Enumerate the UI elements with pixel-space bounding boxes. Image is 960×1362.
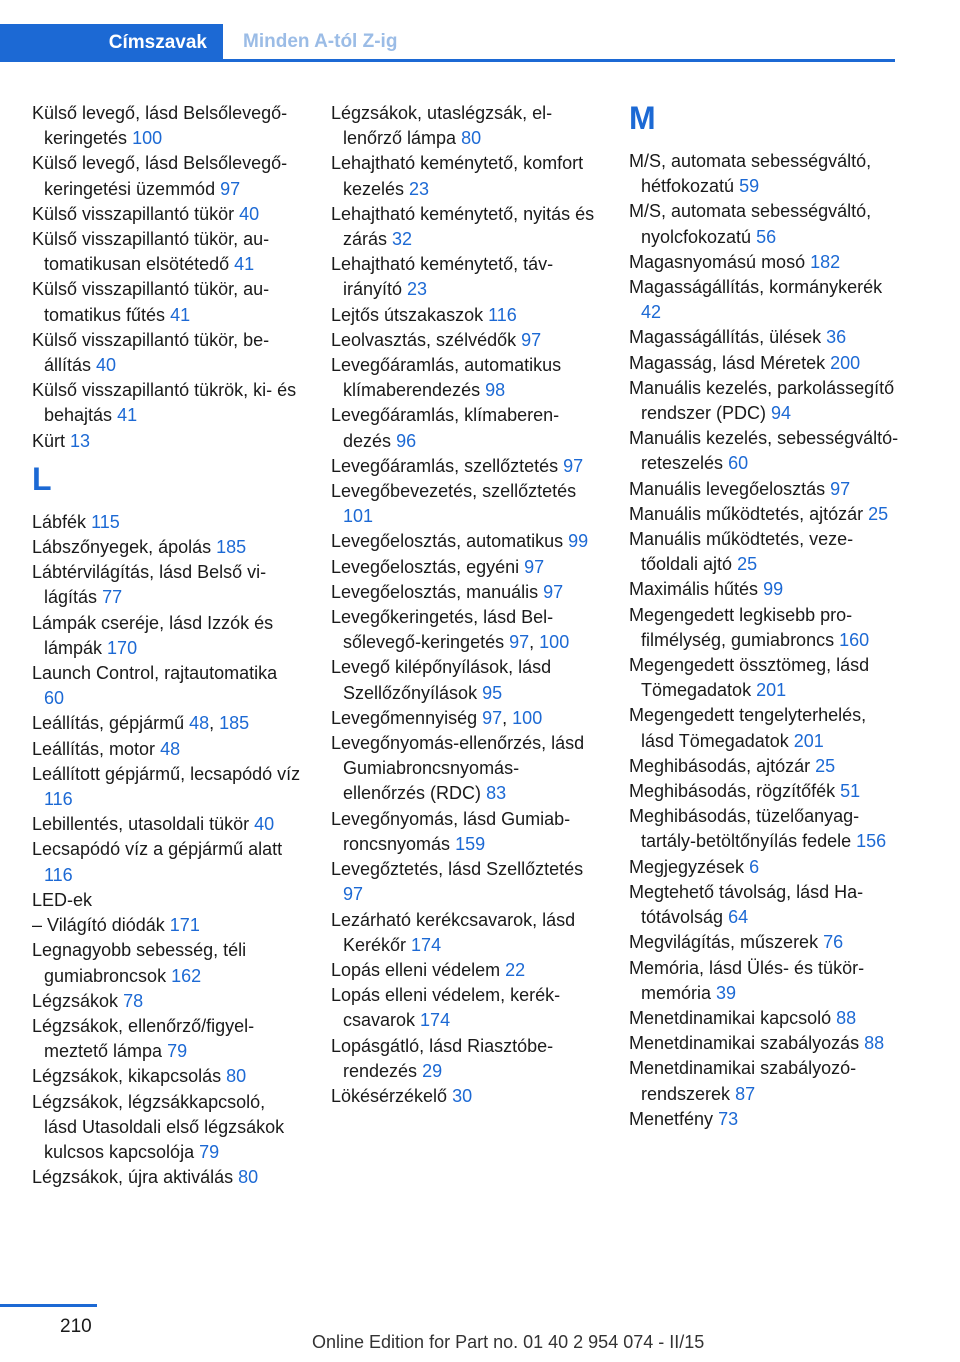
index-entry-text: Meghibásodás, ajtózár (629, 755, 811, 776)
index-entry (629, 149, 899, 199)
index-entry (32, 535, 302, 560)
index-entry (331, 1034, 601, 1084)
index-entry-text: Lopásgátló, lásd Riasztóberendezés (331, 1035, 554, 1081)
index-entry-text: Lebillentés, utasoldali tükör (32, 814, 250, 835)
index-entry-text: M/S, automata sebességváltó, nyolcfokozatú (629, 201, 872, 247)
page-link[interactable]: 97 (509, 632, 530, 653)
header-rule (0, 59, 895, 62)
index-entry (32, 661, 302, 711)
page-link[interactable]: 79 (167, 1041, 188, 1062)
index-entry (629, 325, 899, 350)
page-link[interactable]: 60 (728, 453, 749, 474)
index-entry-text: Külső levegő, lásd Belsőlevegő-keringetési üzemmód (32, 153, 288, 199)
page-link[interactable]: 100 (539, 632, 570, 653)
page-link[interactable]: 116 (488, 304, 517, 325)
index-entry-text: Levegőelosztás, egyéni (331, 556, 520, 577)
index-entry-text: Levegő kilépőnyílások, lásd Szellőzőnyílások (331, 657, 552, 703)
page-link[interactable]: 171 (169, 915, 200, 936)
page-link[interactable]: 182 (810, 251, 841, 272)
index-entry (331, 580, 601, 605)
page-link[interactable]: 40 (254, 814, 275, 835)
index-entry (629, 855, 899, 880)
index-entry (629, 1006, 899, 1031)
index-entry-text: Levegőnyomás-ellenőrzés, lásd Gumiabroncsnyomás-ellenőrzés (RDC) (331, 733, 585, 804)
index-entry (629, 426, 899, 476)
page-link[interactable]: 88 (864, 1033, 885, 1054)
index-entry-text: Lecsapódó víz a gépjármű alatt (32, 839, 283, 860)
index-entry (331, 555, 601, 580)
index-entry (629, 754, 899, 779)
page-link[interactable]: 39 (716, 982, 737, 1003)
page-link[interactable]: 80 (461, 128, 482, 149)
index-entry-text: Levegőáramlás, klímaberendezés (331, 405, 560, 451)
index-entry (331, 202, 601, 252)
index-entry (32, 812, 302, 837)
index-entry-text: Leállított gépjármű, lecsapódó víz (32, 763, 301, 784)
index-entry-text: Levegőmennyiség (331, 707, 478, 728)
index-entry (331, 655, 601, 705)
page-link[interactable]: 156 (856, 831, 887, 852)
index-entry (331, 454, 601, 479)
index-entry-text: Manuális levegőelosztás (629, 478, 826, 499)
index-entry (32, 101, 302, 151)
page-link[interactable]: 116 (44, 864, 73, 885)
index-entry-text: Lökésérzékelő (331, 1085, 448, 1106)
index-entry (629, 250, 899, 275)
index-entry (629, 779, 899, 804)
index-entry-text: Légzsákok, ellenőrző/figyelmeztető lámpa (32, 1015, 255, 1062)
index-entry (32, 429, 302, 454)
index-entry (629, 1031, 899, 1056)
edition-info: Online Edition for Part no. 01 40 2 954 074 - II/15 (312, 1332, 705, 1352)
index-entry-text: Legnagyobb sebesség, téli gumiabroncsok (32, 940, 247, 986)
index-entry (331, 353, 601, 403)
index-entry (331, 101, 601, 151)
index-entry (32, 1064, 302, 1089)
index-entry-text: LED-ek (32, 889, 93, 910)
tab-keywords[interactable]: Címszavak (0, 24, 223, 62)
page-link[interactable]: 94 (771, 403, 792, 424)
page-link[interactable]: 162 (171, 965, 202, 986)
page-link[interactable]: 159 (455, 833, 486, 854)
page-link[interactable]: 42 (641, 302, 662, 323)
index-entry-text: Légzsákok, utaslégzsák, ellenőrző lámpa (331, 103, 553, 149)
index-entry (629, 477, 899, 502)
index-entry (331, 328, 601, 353)
page-link[interactable]: 160 (839, 629, 870, 650)
index-entry-text: Külső visszapillantó tükör, automatikusan elsötétedő (32, 229, 270, 275)
page-link[interactable]: 22 (505, 959, 526, 980)
index-entry (32, 1165, 302, 1190)
index-entry-text: Lehajtható keménytető, nyitás és zárás (331, 203, 595, 250)
index-entry: Levegőmennyiség 97, 100 (331, 707, 543, 728)
index-entry-text: Magasnyomású mosó (629, 251, 806, 272)
index-entry (331, 479, 601, 529)
index-entry (32, 938, 302, 988)
index-entry (629, 703, 899, 753)
index-entry-text: – Világító diódák (32, 915, 165, 936)
page-link[interactable]: 36 (826, 327, 847, 348)
index-entry-text: Külső visszapillantó tükör, automatikus fűtés (32, 279, 270, 325)
index-entry (629, 603, 899, 653)
page-link[interactable]: 97 (830, 478, 851, 499)
index-entry (629, 199, 899, 249)
index-entry (629, 956, 899, 1006)
page-link[interactable]: 115 (91, 511, 120, 532)
page-link[interactable]: 25 (868, 503, 889, 524)
index-entry (331, 731, 601, 807)
index-entry-text: Magasságállítás, kormánykerék (629, 277, 883, 298)
index-entry (629, 577, 899, 602)
index-entry (629, 880, 899, 930)
index-entry-text: Külső visszapillantó tükör (32, 203, 235, 224)
index-column-2 (331, 101, 601, 1109)
index-entry-text: Menetfény (629, 1108, 714, 1129)
index-entry (331, 958, 601, 983)
index-entry-text: Lezárható kerékcsavarok, lásd Kerékőr (331, 909, 576, 955)
page-link[interactable]: 97 (220, 178, 241, 199)
page-link[interactable]: 201 (756, 680, 787, 701)
page-link[interactable]: 23 (409, 178, 430, 199)
page-link[interactable]: 100 (132, 128, 163, 149)
index-entry-text: Lábfék (32, 511, 87, 532)
page-link[interactable]: 40 (96, 355, 117, 376)
page-link[interactable]: 30 (452, 1085, 473, 1106)
page-link[interactable]: 99 (568, 531, 589, 552)
index-entry-text: Levegőztetés, lásd Szellőztetés (331, 859, 584, 880)
index-entry (331, 252, 601, 302)
page-link[interactable]: 101 (343, 506, 374, 527)
index-entry-text: Launch Control, rajtautomatika (32, 663, 278, 684)
index-entry-text: Külső visszapillantó tükör, beállítás (32, 329, 270, 376)
index-entry-text: Levegőbevezetés, szellőztetés (331, 481, 577, 502)
index-entry (32, 328, 302, 378)
page-link[interactable]: 87 (735, 1083, 756, 1104)
page-link[interactable]: 41 (117, 405, 138, 426)
index-entry (32, 1090, 302, 1166)
page-link[interactable]: 79 (199, 1141, 220, 1162)
page-link[interactable]: 40 (239, 203, 260, 224)
page-link[interactable]: 48 (160, 738, 181, 759)
footer-rule (0, 1304, 97, 1307)
page-link[interactable]: 13 (70, 430, 91, 451)
index-entry-text: Lopás elleni védelem, kerékcsavarok (331, 985, 561, 1031)
page-link[interactable]: 97 (543, 581, 564, 602)
index-entry (331, 983, 601, 1033)
index-entry-text: Lopás elleni védelem (331, 959, 501, 980)
index-entry-text: Levegőáramlás, automatikus klímaberendezés (331, 355, 562, 401)
index-entry-text: Megtehető távolság, lásd Hatótávolság (629, 881, 864, 928)
page-link[interactable]: 41 (234, 254, 255, 275)
index-entry-text: Magasság, lásd Méretek (629, 352, 826, 373)
index-entry (629, 502, 899, 527)
page-link[interactable]: 185 (216, 537, 247, 558)
index-entry-text: M/S, automata sebességváltó, hétfokozatú (629, 151, 872, 197)
index-entry (629, 527, 899, 577)
index-entry-text: Levegőelosztás, manuális (331, 581, 539, 602)
page-link[interactable]: 80 (226, 1066, 247, 1087)
index-entry (32, 560, 302, 610)
index-entry (331, 807, 601, 857)
page-link[interactable]: 97 (563, 455, 584, 476)
index-entry-text: Levegőáramlás, szellőztetés (331, 455, 559, 476)
page-link[interactable]: 64 (728, 907, 749, 928)
page-link[interactable]: 41 (170, 304, 191, 325)
index-entry (32, 1014, 302, 1064)
index-entry-text: Lejtős útszakaszok (331, 304, 484, 325)
index-entry-text: Magasságállítás, ülések (629, 327, 822, 348)
index-entry-text: Légzsákok, újra aktiválás (32, 1167, 234, 1188)
index-entry-text: Menetdinamikai szabályozás (629, 1033, 860, 1054)
index-entry-text: Leállítás, gépjármű (32, 713, 185, 734)
index-entry (331, 403, 601, 453)
index-entry-text: Megengedett össztömeg, lásd Tömegadatok (629, 655, 870, 701)
index-entry (629, 804, 899, 854)
index-entry (32, 989, 302, 1014)
index-entry-text: Maximális hűtés (629, 579, 759, 600)
index-column-1 (32, 101, 302, 1190)
page-link[interactable]: 73 (718, 1108, 739, 1129)
index-entry-text: Leolvasztás, szélvédők (331, 329, 517, 350)
index-entry-text: Manuális működtetés, vezetőoldali ajtó (629, 529, 854, 575)
page-link[interactable]: 170 (107, 637, 138, 658)
index-entry-text: Lábszőnyegek, ápolás (32, 537, 212, 558)
index-entry (629, 653, 899, 703)
page-link[interactable]: 95 (482, 682, 503, 703)
index-entry (32, 611, 302, 661)
index-entry (32, 151, 302, 201)
page-link[interactable]: 200 (830, 352, 861, 373)
index-entry (629, 376, 899, 426)
index-entry-text: Levegőelosztás, automatikus (331, 531, 564, 552)
page-link[interactable]: 174 (420, 1010, 451, 1031)
page-link[interactable]: 97 (343, 884, 364, 905)
index-entry (629, 351, 899, 376)
index-entry: Levegőkeringetés, lásd Belsőlevegő-keringetés 97, 100 (331, 607, 570, 653)
index-entry (331, 529, 601, 554)
page-link[interactable]: 60 (44, 688, 65, 709)
page-link[interactable]: 97 (524, 556, 545, 577)
index-entry-text: Légzsákok (32, 990, 119, 1011)
page-link[interactable]: 25 (815, 755, 836, 776)
index-entry-text: Külső visszapillantó tükrök, ki- és behajtás (32, 380, 297, 426)
index-entry-text: Levegőnyomás, lásd Gumiabroncsnyomás (331, 808, 571, 854)
page-link[interactable]: 32 (392, 229, 413, 250)
index-entry-text: Megengedett legkisebb profilmélység, gumiabroncs (629, 604, 853, 650)
index-entry (331, 857, 601, 907)
page-link[interactable]: 97 (482, 707, 503, 728)
index-entry-text: Megvilágítás, műszerek (629, 932, 819, 953)
index-entry (331, 151, 601, 201)
index-entry (32, 227, 302, 277)
index-entry-text: Megjegyzések (629, 856, 745, 877)
index-entry-text: Légzsákok, kikapcsolás (32, 1066, 222, 1087)
page-link[interactable]: 48 (189, 713, 210, 734)
index-entry-text: Leállítás, motor (32, 738, 156, 759)
page-link[interactable]: 97 (521, 329, 542, 350)
page-link[interactable]: 29 (422, 1060, 443, 1081)
index-entry-text: Lehajtható keménytető, komfort kezelés (331, 153, 584, 199)
page-link[interactable]: 25 (737, 554, 758, 575)
page-link[interactable]: 59 (739, 176, 760, 197)
page-link[interactable]: 98 (485, 380, 506, 401)
index-entry (331, 908, 601, 958)
page-link[interactable]: 88 (836, 1007, 857, 1028)
index-entry (32, 888, 302, 913)
page-link[interactable]: 99 (763, 579, 784, 600)
index-entry (32, 378, 302, 428)
page-link[interactable]: 83 (486, 783, 507, 804)
page-link[interactable]: 100 (512, 707, 543, 728)
index-entry (32, 510, 302, 535)
index-entry (331, 1084, 601, 1109)
index-entry-text: Levegőkeringetés, lásd Belsőlevegő-keringetés (331, 607, 554, 653)
index-entry-text: Manuális működtetés, ajtózár (629, 503, 864, 524)
index-entry-text: Lábtérvilágítás, lásd Belső világítás (32, 562, 267, 608)
index-entry-text: Meghibásodás, tüzelőanyagtartály-betöltőnyílás fedele (629, 806, 860, 852)
index-entry-text: Meghibásodás, rögzítőfék (629, 781, 836, 802)
page-link[interactable]: 23 (407, 279, 428, 300)
index-entry-text: Memória, lásd Ülés- és tükörmemória (629, 957, 865, 1003)
page-link[interactable]: 201 (793, 730, 824, 751)
index-column-3 (629, 101, 899, 1132)
index-entry-text: Menetdinamikai szabályozórendszerek (629, 1058, 857, 1104)
page-link[interactable]: 116 (44, 789, 73, 810)
page-link[interactable]: 51 (840, 781, 861, 802)
section-letter: L (32, 460, 52, 497)
page-number: 210 (60, 1316, 92, 1337)
index-entry (331, 303, 601, 328)
index-entry-text: Kürt (32, 430, 66, 451)
index-entry-text: Manuális kezelés, sebességváltó-reteszelés (629, 428, 899, 474)
page-link[interactable]: 77 (102, 587, 123, 608)
index-entry (32, 762, 302, 812)
section-letter: M (629, 100, 656, 136)
index-entry-text: Manuális kezelés, parkolássegítő rendszer (PDC) (629, 377, 895, 424)
page-link[interactable]: 78 (123, 990, 144, 1011)
index-entry (629, 930, 899, 955)
page-link[interactable]: 185 (219, 713, 250, 734)
index-entry (629, 1107, 899, 1132)
index-entry-text: Légzsákok, légzsákkapcsoló, lásd Utasoldali első légzsákok kulcsos kapcsolója (32, 1091, 285, 1162)
page-link[interactable]: 76 (823, 932, 844, 953)
page-link[interactable]: 6 (749, 856, 760, 877)
index-entry (629, 275, 899, 325)
index-entry-text: Külső levegő, lásd Belsőlevegő-keringetés (32, 103, 288, 149)
index-entry (32, 202, 302, 227)
index-entry (629, 1056, 899, 1106)
tab-all-a-to-z[interactable]: Minden A-tól Z-ig (243, 30, 398, 52)
index-entry-text: Lámpák cseréje, lásd Izzók és lámpák (32, 612, 274, 658)
page-link[interactable]: 174 (411, 934, 442, 955)
page-link[interactable]: 80 (238, 1167, 259, 1188)
header-tabbar (0, 24, 895, 62)
index-entry (32, 277, 302, 327)
index-entry (32, 913, 302, 938)
page-link[interactable]: 56 (756, 226, 777, 247)
index-entry: Leállítás, gépjármű 48, 185 (32, 713, 250, 734)
page-link[interactable]: 96 (396, 430, 417, 451)
index-entry (32, 837, 302, 887)
index-entry (32, 737, 302, 762)
index-entry-text: Lehajtható keménytető, távirányító (331, 254, 554, 300)
index-entry-text: Menetdinamikai kapcsoló (629, 1007, 832, 1028)
index-entry-text: Megengedett tengelyterhelés, lásd Tömegadatok (629, 705, 867, 751)
